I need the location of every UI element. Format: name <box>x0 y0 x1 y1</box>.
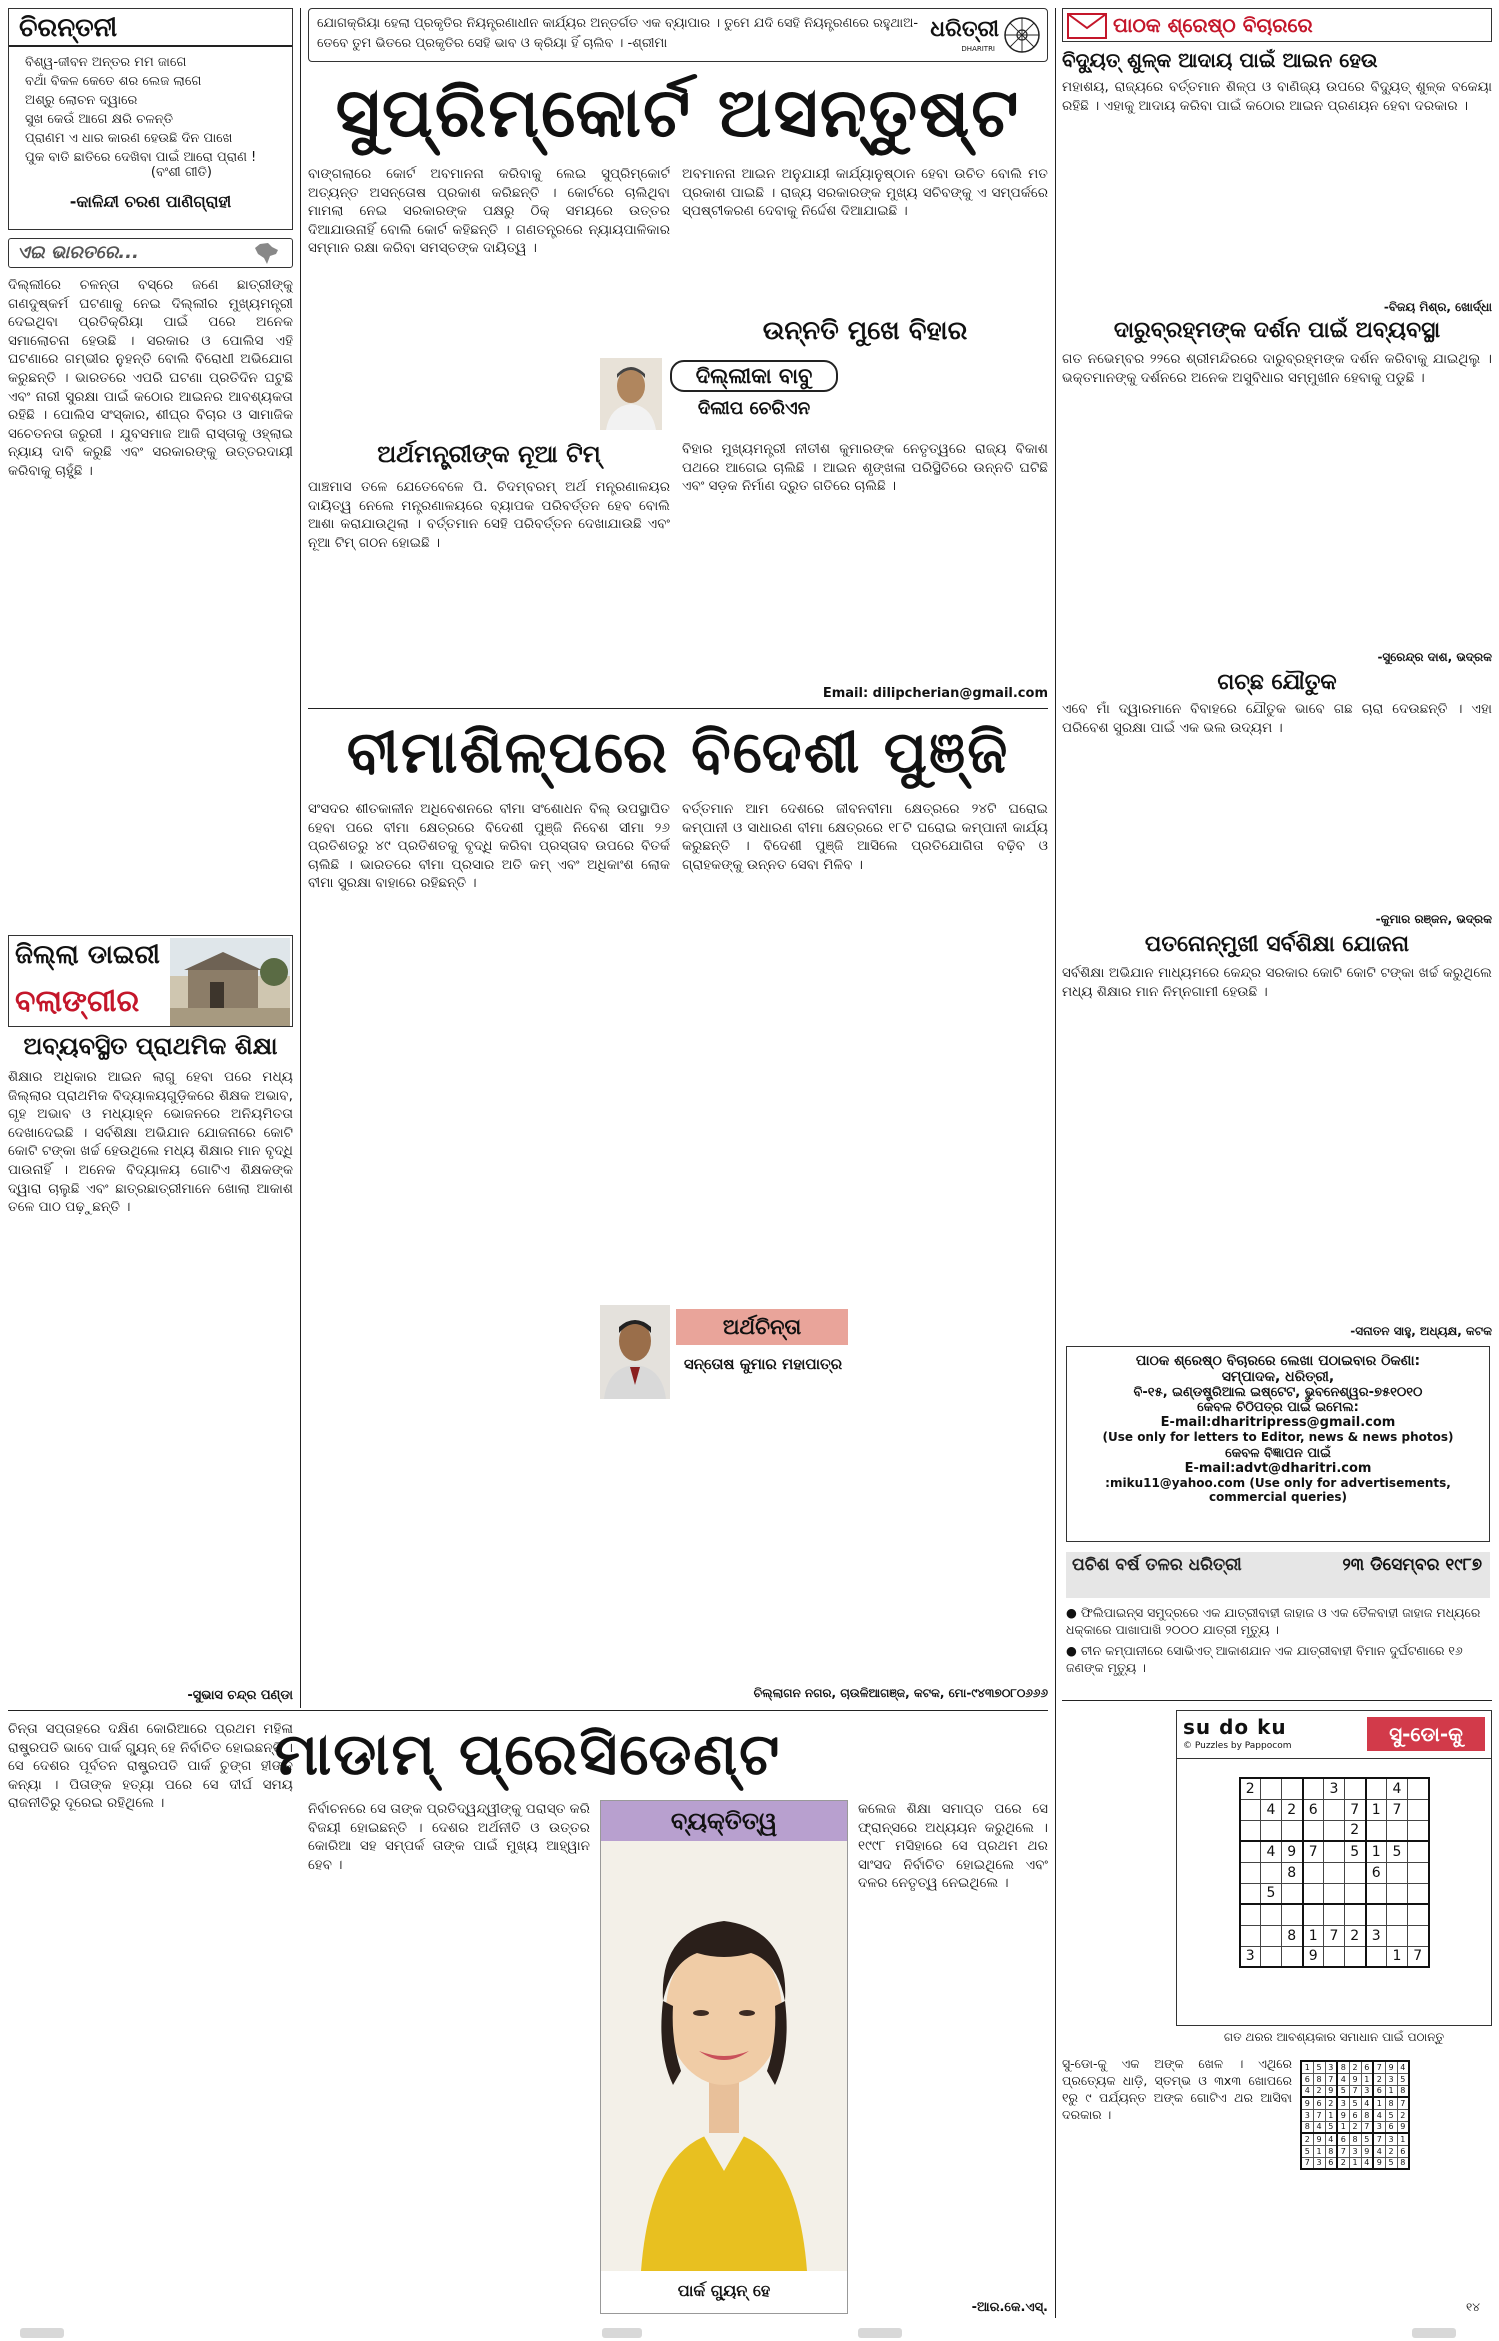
sudoku-solution-cell: 3 <box>1349 2145 1361 2157</box>
sudoku-cell[interactable]: 7 <box>1303 1841 1324 1862</box>
sudoku-solution-cell: 8 <box>1397 2085 1409 2097</box>
sudoku-cell[interactable]: 5 <box>1261 1883 1282 1904</box>
contact-title: ପାଠକ ଶ୍ରେଷ୍ଠ ବିଚାରରେ ଲେଖା ପଠାଇବାର ଠିକଣା: <box>1135 1353 1421 1369</box>
lead-text-col2: ଅବମାନନା ଆଇନ ଅନୁଯାୟୀ କାର୍ଯ୍ୟାନୁଷ୍ଠାନ ହେବା ଉଚିତ ବୋଲି ମତ ପ୍ରକାଶ ପାଇଛି । ରାଜ୍ୟ ସରକାରଙ୍କ ମୁଖ୍ୟ ସଚିବଙ୍କୁ ଏ ସମ୍ପର୍କରେ ସ୍ପଷ୍ଟୀକରଣ ଦେବାକୁ ନିର୍ଦ୍ଦେଶ ଦିଆଯାଇଛି । <box>682 166 1048 220</box>
chirantani-title: ଚିରନ୍ତନୀ <box>9 9 292 47</box>
masthead-quote-box <box>308 8 1048 62</box>
sudoku-cell[interactable] <box>1282 1904 1303 1925</box>
district-diary-label: ଜିଲ୍ଲା ଡାଇରୀ <box>15 940 160 970</box>
sudoku-solution-cell: 7 <box>1301 2157 1313 2169</box>
sudoku-cell[interactable] <box>1366 1883 1387 1904</box>
sudoku-solution-cell: 8 <box>1397 2157 1409 2169</box>
madam-caption: ପାର୍କ ଗ୍ୟୁନ୍ ହେ <box>677 2281 771 2300</box>
sudoku-caption: ଗତ ଥରର ଆବଶ୍ୟକାର ସମାଧାନ ପାଇଁ ପଠାନ୍ତୁ <box>1223 2030 1445 2044</box>
sudoku-cell[interactable]: 3 <box>1366 1925 1387 1946</box>
sudoku-cell[interactable]: 2 <box>1240 1778 1261 1799</box>
sudoku-solution-cell: 2 <box>1349 2121 1361 2133</box>
sudoku-solution-cell: 1 <box>1349 2157 1361 2169</box>
col-rule-2 <box>1055 8 1056 2318</box>
sudoku-row <box>1240 1904 1429 1925</box>
letter-4-byline: -ସନାତନ ସାହୁ, ଅଧ୍ୟକ୍ଷ, କଟକ <box>1350 1324 1492 1338</box>
bottom-scroll-bar <box>0 2322 1499 2341</box>
letter-4-headline: ପତନୋନ୍ମୁଖୀ ସର୍ବଶିକ୍ଷା ଯୋଜନା <box>1144 932 1410 957</box>
sudoku-row <box>1240 1862 1429 1883</box>
sudoku-cell[interactable] <box>1282 1820 1303 1841</box>
sudoku-cell[interactable] <box>1345 1946 1366 1967</box>
sudoku-row <box>1301 2061 1409 2073</box>
sudoku-row <box>1301 2109 1409 2121</box>
sudoku-row <box>1240 1946 1429 1967</box>
district-photo <box>170 938 290 1026</box>
sudoku-row <box>1301 2073 1409 2085</box>
sudoku-cell[interactable]: 1 <box>1303 1925 1324 1946</box>
letter-1-byline: -ବିଜୟ ମିଶ୍ର, ଖୋର୍ଦ୍ଧା <box>1383 300 1492 314</box>
sudoku-solution-cell: 3 <box>1337 2097 1349 2109</box>
sudoku-solution-cell: 2 <box>1349 2061 1361 2073</box>
india-map-icon <box>250 242 282 266</box>
sudoku-cell[interactable]: 5 <box>1345 1841 1366 1862</box>
bullet-icon: ● <box>1066 1605 1081 1620</box>
sudoku-cell[interactable]: 3 <box>1240 1946 1261 1967</box>
dilli-babu-columnist-box <box>600 358 840 430</box>
letter-1-headline: ବିଦ୍ୟୁତ୍ ଶୁଳ୍କ ଆଦାୟ ପାଇଁ ଆଇନ ହେଉ <box>1062 48 1378 72</box>
memory-item-1 <box>1066 1604 1490 1638</box>
sudoku-cell[interactable] <box>1240 1841 1261 1862</box>
memory-date: ୨୩ ଡିସେମ୍ବର ୧୯୮୭ <box>1342 1555 1482 1575</box>
rule-memory-bottom <box>1062 1700 1492 1701</box>
madam-text-col2: ନିର୍ବାଚନରେ ସେ ତାଙ୍କ ପ୍ରତିଦ୍ୱନ୍ଦ୍ୱୀଙ୍କୁ ପରାସ୍ତ କରି ବିଜୟୀ ହୋଇଛନ୍ତି । ଦେଶର ଅର୍ଥନୀତି ଓ ଉତ୍ତର କୋରିଆ ସହ ସମ୍ପର୍କ ତାଙ୍କ ପାଇଁ ମୁଖ୍ୟ ଆହ୍ୱାନ ହେବ । <box>308 1801 590 1873</box>
sudoku-cell[interactable] <box>1345 1904 1366 1925</box>
sudoku-solution-cell: 5 <box>1397 2073 1409 2085</box>
park-geun-hye-photo <box>601 1841 847 2271</box>
sudoku-solution-cell: 9 <box>1397 2121 1409 2133</box>
insurance-text-col1: ସଂସଦର ଶୀତକାଳୀନ ଅଧିବେଶନରେ ବୀମା ସଂଶୋଧନ ବିଲ୍ ଉପସ୍ଥାପିତ ହେବା ପରେ ବୀମା କ୍ଷେତ୍ରରେ ବିଦେଶୀ ପୁଞ୍ଜି ନିବେଶ ସୀମା ୨୬ ପ୍ରତିଶତରୁ ୪୯ ପ୍ରତିଶତକୁ ବୃଦ୍ଧି କରିବା ପ୍ରସ୍ତାବ ଉପରେ ବିତର୍କ ଚାଲିଛି । ଭାରତରେ ବୀମା ପ୍ରସାର ଅତି କମ୍ ଏବଂ ଅଧିକାଂଶ ଲୋକ ବୀମା ସୁରକ୍ଷା ବାହାରେ ରହିଛନ୍ତି । <box>308 801 670 892</box>
sudoku-cell[interactable] <box>1282 1946 1303 1967</box>
sudoku-cell[interactable]: 5 <box>1387 1841 1408 1862</box>
sudoku-solution-cell: 6 <box>1397 2145 1409 2157</box>
sudoku-solution-cell: 1 <box>1301 2061 1313 2073</box>
sudoku-cell[interactable] <box>1261 1778 1282 1799</box>
contact-email[interactable]: E-mail:dharitripress@gmail.com <box>1160 1415 1396 1430</box>
dilli-babu-text-1: ପାଞ୍ଚମାସ ତଳେ ଯେତେବେଳେ ପି. ଚିଦମ୍ବରମ୍ ଅର୍ଥ ମନ୍ତ୍ରଣାଳୟର ଦାୟିତ୍ୱ ନେଲେ ମନ୍ତ୍ରଣାଳୟରେ ବ୍ୟାପକ ପରିବର୍ତ୍ତନ ହେବ ବୋଲି ଆଶା କରାଯାଉଥିଲା । ବର୍ତ୍ତମାନ ସେହି ପରିବର୍ତ୍ତନ ଦେଖାଯାଉଛି ଏବଂ ନୂଆ ଟିମ୍ ଗଠନ ହୋଇଛି । <box>308 479 670 551</box>
col-rule-1 <box>300 8 301 1708</box>
sudoku-solution-cell: 3 <box>1325 2061 1337 2073</box>
sudoku-solution-cell: 4 <box>1313 2121 1325 2133</box>
letter-2-byline: -ସୁରେନ୍ଦ୍ର ଦାଶ, ଭଦ୍ରକ <box>1377 650 1492 664</box>
sudoku-solution-cell: 5 <box>1385 2157 1397 2169</box>
sudoku-brand-od: ସୁ-ଡୋ-କୁ <box>1367 1717 1485 1751</box>
sudoku-cell[interactable] <box>1261 1946 1282 1967</box>
sudoku-cell[interactable] <box>1345 1862 1366 1883</box>
sudoku-solution-cell: 7 <box>1325 2073 1337 2085</box>
sudoku-solution-cell: 2 <box>1373 2073 1385 2085</box>
madam-headline: ମାଡାମ୍ ପ୍ରେସିଡେଣ୍ଟ <box>274 1720 782 1788</box>
letter-1-text: ମହାଶୟ, ରାଜ୍ୟରେ ବର୍ତ୍ତମାନ ଶିଳ୍ପ ଓ ବାଣିଜ୍ୟ ଉପରେ ବିଦ୍ୟୁତ୍ ଶୁଳ୍କ ବକେୟା ରହିଛି । ଏହାକୁ ଆଦାୟ କରିବା ପାଇଁ କଠୋର ଆଇନ ପ୍ରଣୟନ ହେବା ଦରକାର । <box>1062 79 1492 114</box>
dilli-babu-text-2: ବିହାର ମୁଖ୍ୟମନ୍ତ୍ରୀ ନୀତୀଶ କୁମାରଙ୍କ ନେତୃତ୍ୱରେ ରାଜ୍ୟ ବିକାଶ ପଥରେ ଆଗେଇ ଚାଲିଛି । ଆଇନ ଶୃଙ୍ଖଳା ପରିସ୍ଥିତିରେ ଉନ୍ନତି ଘଟିଛି ଏବଂ ସଡ଼କ ନିର୍ମାଣ ଦ୍ରୁତ ଗତିରେ ଚାଲିଛି । <box>682 441 1048 495</box>
sudoku-solution-cell: 5 <box>1361 2133 1373 2145</box>
sudoku-row <box>1240 1841 1429 1862</box>
sudoku-solution-cell: 4 <box>1397 2061 1409 2073</box>
sudoku-cell[interactable] <box>1282 1883 1303 1904</box>
sudoku-solution-cell: 4 <box>1361 2157 1373 2169</box>
page-number: ୧୪ <box>1466 2300 1480 2314</box>
contact-adv-email[interactable]: E-mail:advt@dharitri.com <box>1184 1461 1372 1476</box>
sudoku-solution-cell: 8 <box>1385 2097 1397 2109</box>
sudoku-cell[interactable] <box>1387 1862 1408 1883</box>
sudoku-solution-cell: 7 <box>1313 2109 1325 2121</box>
sudoku-row <box>1240 1925 1429 1946</box>
dilli-babu-subhead-1: ଅର୍ଥମନ୍ତ୍ରୀଙ୍କ ନୂଆ ଟିମ୍ <box>377 440 601 468</box>
contact-line-2: ବି-୧୫, ଇଣ୍ଡଷ୍ଟ୍ରିଆଲ ଇଷ୍ଟେଟ, ଭୁବନେଶ୍ୱର-୭୫୧୦୧୦ <box>1133 1385 1423 1400</box>
letters-header <box>1062 8 1492 42</box>
letter-3-headline: ଗଚ୍ଛ ଯୌତୁକ <box>1217 670 1337 695</box>
sudoku-solution-cell: 7 <box>1397 2097 1409 2109</box>
insurance-label: ଅର୍ଥଚିନ୍ତା <box>676 1309 848 1345</box>
sudoku-solution-cell: 4 <box>1301 2085 1313 2097</box>
sudoku-grid[interactable] <box>1239 1777 1430 1968</box>
sudoku-solution-cell: 5 <box>1301 2145 1313 2157</box>
sudoku-solution-cell: 6 <box>1313 2097 1325 2109</box>
sudoku-solution-cell: 1 <box>1337 2121 1349 2133</box>
sudoku-solution-cell: 9 <box>1301 2097 1313 2109</box>
eh-bharat-header <box>8 238 293 268</box>
sudoku-cell[interactable] <box>1324 1946 1345 1967</box>
insurance-columnist-photo <box>600 1305 670 1399</box>
memory-item-2-text: ଚୀନ କମ୍ପାନୀରେ ସୋଭିଏତ୍ ଆକାଶଯାନ ଏକ ଯାତ୍ରୀବାହୀ ବିମାନ ଦୁର୍ଘଟଣାରେ ୧୬ ଜଣଙ୍କ ମୃତ୍ୟୁ । <box>1066 1643 1463 1675</box>
sudoku-cell[interactable] <box>1324 1841 1345 1862</box>
sudoku-solution-cell: 7 <box>1337 2145 1349 2157</box>
letter-4-text: ସର୍ବଶିକ୍ଷା ଅଭିଯାନ ମାଧ୍ୟମରେ କେନ୍ଦ୍ର ସରକାର କୋଟି କୋଟି ଟଙ୍କା ଖର୍ଚ୍ଚ କରୁଥିଲେ ମଧ୍ୟ ଶିକ୍ଷାର ମାନ ନିମ୍ନଗାମୀ ହେଉଛି । <box>1062 965 1492 1000</box>
sudoku-solution-cell: 9 <box>1361 2145 1373 2157</box>
sudoku-cell[interactable] <box>1408 1799 1429 1820</box>
sudoku-row <box>1301 2145 1409 2157</box>
sudoku-solution-cell: 6 <box>1385 2121 1397 2133</box>
sudoku-cell[interactable] <box>1324 1820 1345 1841</box>
contact-email-note: (Use only for letters to Editor, news & news photos) <box>1102 1430 1454 1444</box>
sudoku-cell[interactable] <box>1408 1925 1429 1946</box>
sudoku-cell[interactable]: 2 <box>1345 1925 1366 1946</box>
dilli-babu-email: Email: dilipcherian@gmail.com <box>822 686 1048 701</box>
sudoku-solution-cell: 3 <box>1313 2157 1325 2169</box>
sudoku-cell[interactable] <box>1366 1904 1387 1925</box>
letter-3-text: ଏବେ ମାଁ ଦ୍ୱାରମାନେ ବିବାହରେ ଯୌତୁକ ଭାବେ ଗଛ ଚାରା ଦେଉଛନ୍ତି । ଏହା ପରିବେଶ ସୁରକ୍ଷା ପାଇଁ ଏକ ଭଲ ଉଦ୍ୟମ । <box>1062 701 1492 736</box>
sudoku-by: © Puzzles by Pappocom <box>1183 1741 1292 1751</box>
sudoku-cell[interactable] <box>1303 1820 1324 1841</box>
insurance-address: ଚିଲ୍ଲାଗନ ନଗର, ଚାଉଳିଆଗଞ୍ଜ, କଟକ, ମୋ-୯୪୩୭୦୮୦୬୬୬ <box>753 1686 1048 1700</box>
sudoku-solution-cell: 7 <box>1373 2061 1385 2073</box>
envelope-icon <box>1067 13 1107 39</box>
sudoku-cell[interactable] <box>1303 1904 1324 1925</box>
sudoku-cell[interactable] <box>1282 1778 1303 1799</box>
sudoku-row <box>1301 2121 1409 2133</box>
sudoku-solution-cell: 1 <box>1313 2145 1325 2157</box>
sudoku-row <box>1301 2097 1409 2109</box>
sudoku-cell[interactable] <box>1240 1904 1261 1925</box>
sudoku-solution-cell: 2 <box>1397 2109 1409 2121</box>
sudoku-solution-cell: 4 <box>1337 2073 1349 2085</box>
sudoku-cell[interactable] <box>1303 1778 1324 1799</box>
madam-byline: -ଆର.କେ.ଏସ୍. <box>971 2300 1048 2315</box>
sudoku-cell[interactable]: 4 <box>1387 1778 1408 1799</box>
sudoku-solution-cell: 5 <box>1337 2085 1349 2097</box>
sudoku-cell[interactable] <box>1303 1862 1324 1883</box>
memory-header <box>1066 1552 1490 1598</box>
eh-bharat-text: ଦିଲ୍ଲୀରେ ଚଳନ୍ତା ବସ୍‌ରେ ଜଣେ ଛାତ୍ରୀଙ୍କୁ ଗଣଦୁଷ୍କର୍ମ ଘଟଣାକୁ ନେଇ ଦିଲ୍ଲୀର ମୁଖ୍ୟମନ୍ତ୍ରୀ ଦେଇଥିବା ପ୍ରତିକ୍ରିୟା ପାଇଁ ପରେ ଅନେକ ସମାଲୋଚନା ହେଉଛି । ସରକାର ଓ ପୋଲିସ ଏହି ଘଟଣାରେ ଗମ୍ଭୀର ନୁହନ୍ତି ବୋଲି ବିରୋଧୀ ଅଭିଯୋଗ କରୁଛନ୍ତି । ଭାରତରେ ଏପରି ଘଟଣା ପ୍ରତିଦିନ ଘଟୁଛି ଏବଂ ନାରୀ ସୁରକ୍ଷା ପାଇଁ କଠୋର ଆଇନର ଆବଶ୍ୟକତା ରହିଛି । ପୋଲିସ ସଂସ୍କାର, ଶୀଘ୍ର ବିଚାର ଓ ସାମାଜିକ ସଚେତନତା ଜରୁରୀ । ଯୁବସମାଜ ଆଜି ରାସ୍ତାକୁ ଓହ୍ଲାଇ ନ୍ୟାୟ ଦାବି କରୁଛି ଏବଂ ସରକାରଙ୍କୁ ଉତ୍ତରଦାୟୀ କରିବାକୁ ଚାହୁଁଛି । <box>8 277 293 479</box>
dilli-babu-subhead-2: ଉନ୍ନତି ମୁଖେ ବିହାର <box>762 316 968 346</box>
sudoku-solution-cell: 8 <box>1349 2133 1361 2145</box>
sudoku-solution-cell: 8 <box>1301 2121 1313 2133</box>
sudoku-solution-cell: 3 <box>1373 2121 1385 2133</box>
sudoku-solution-cell: 6 <box>1361 2061 1373 2073</box>
sudoku-row <box>1240 1883 1429 1904</box>
sudoku-cell[interactable]: 6 <box>1366 1862 1387 1883</box>
sudoku-cell[interactable] <box>1261 1820 1282 1841</box>
sudoku-cell[interactable] <box>1387 1904 1408 1925</box>
masthead-quote: ଯୋଗକ୍ରିୟା ହେଲା ପ୍ରକୃତିର ନିୟନ୍ତ୍ରଣାଧୀନ କାର୍ଯ୍ୟର ଅନ୍ତର୍ଗତ ଏକ ବ୍ୟାପାର । ତୁମେ ଯଦି ସେହି ନିୟନ୍ତ୍ରଣରେ ରହୁଥାଅ- ତେବେ ତୁମ ଭିତରେ ପ୍ରକୃତିର ସେହି ଭାବ ଓ କ୍ରିୟା ହିଁ ଚାଲିବ । -ଶ୍ରୀମା <box>317 16 919 51</box>
sudoku-solution-cell: 5 <box>1313 2061 1325 2073</box>
letter-3-byline: -କୁମାର ରଞ୍ଜନ, ଭଦ୍ରକ <box>1375 912 1492 926</box>
sudoku-cell[interactable] <box>1345 1883 1366 1904</box>
sudoku-cell[interactable]: 7 <box>1387 1799 1408 1820</box>
sudoku-solution-cell: 9 <box>1385 2061 1397 2073</box>
sudoku-cell[interactable] <box>1240 1883 1261 1904</box>
lead-text-col1: ବାଙ୍ଗଲାରେ କୋର୍ଟ ଅବମାନନା କରିବାକୁ ଲେଇ ସୁପ୍ରିମ୍‌କୋର୍ଟ ଅତ୍ୟନ୍ତ ଅସନ୍ତୋଷ ପ୍ରକାଶ କରିଛନ୍ତି । କୋର୍ଟରେ ଚାଲିଥିବା ମାମଲା ନେଇ ସରକାରଙ୍କ ପକ୍ଷରୁ ଠିକ୍ ସମୟରେ ଉତ୍ତର ଦିଆଯାଉନାହିଁ ବୋଲି କୋର୍ଟ କହିଛନ୍ତି । ଗଣତନ୍ତ୍ରରେ ନ୍ୟାୟପାଳିକାର ସମ୍ମାନ ରକ୍ଷା କରିବା ସମସ୍ତଙ୍କ ଦାୟିତ୍ୱ । <box>308 166 670 257</box>
sudoku-solution-cell: 6 <box>1325 2157 1337 2169</box>
district-diary-headline: ଅବ୍ୟବସ୍ଥିତ ପ୍ରାଥମିକ ଶିକ୍ଷା <box>23 1032 278 1060</box>
madam-text-col3: କଲେଜ ଶିକ୍ଷା ସମାପ୍ତ ପରେ ସେ ଫ୍ରାନ୍ସରେ ଅଧ୍ୟୟନ କରୁଥିଲେ । ୧୯୯୮ ମସିହାରେ ସେ ପ୍ରଥମ ଥର ସାଂସଦ ନିର୍ବାଚିତ ହୋଇଥିଲେ ଏବଂ ଦଳର ନେତୃତ୍ୱ ନେଇଥିଲେ । <box>858 1801 1048 1892</box>
sudoku-cell[interactable] <box>1408 1820 1429 1841</box>
sudoku-cell[interactable]: 9 <box>1303 1946 1324 1967</box>
bottom-bar-segment <box>1412 2328 1456 2338</box>
sudoku-cell[interactable] <box>1240 1820 1261 1841</box>
madam-label: ବ୍ୟକ୍ତିତ୍ୱ <box>601 1801 847 1841</box>
sudoku-cell[interactable] <box>1387 1925 1408 1946</box>
paper-logo: ଧରିତ୍ରୀ <box>930 17 999 42</box>
insurance-text-col2: ବର୍ତ୍ତମାନ ଆମ ଦେଶରେ ଜୀବନବୀମା କ୍ଷେତ୍ରରେ ୨୪ଟି ଘରୋଇ କମ୍ପାନୀ ଓ ସାଧାରଣ ବୀମା କ୍ଷେତ୍ରରେ ୧୮ଟି ଘରୋଇ କମ୍ପାନୀ କାର୍ଯ୍ୟ କରୁଛନ୍ତି । ବିଦେଶୀ ପୁଞ୍ଜି ଆସିଲେ ପ୍ରତିଯୋଗିତା ବଢ଼ିବ ଓ ଗ୍ରାହକଙ୍କୁ ଉନ୍ନତ ସେବା ମିଳିବ । <box>682 801 1048 873</box>
paper-logo-sub: DHARITRI <box>961 45 995 53</box>
sudoku-cell[interactable] <box>1324 1799 1345 1820</box>
sudoku-cell[interactable] <box>1240 1862 1261 1883</box>
chirantani-author: -କାଳିନ୍ଦୀ ଚରଣ ପାଣିଗ୍ରାହୀ <box>69 192 232 211</box>
sudoku-cell[interactable]: 4 <box>1261 1799 1282 1820</box>
sudoku-solution-cell: 2 <box>1313 2085 1325 2097</box>
sudoku-cell[interactable]: 9 <box>1282 1841 1303 1862</box>
madam-photo-box <box>600 1800 848 2314</box>
sudoku-solution-cell: 9 <box>1373 2157 1385 2169</box>
letter-2-headline: ଦାରୁବ୍ରହ୍ମଙ୍କ ଦର୍ଶନ ପାଇଁ ଅବ୍ୟବସ୍ଥା <box>1113 318 1441 343</box>
sudoku-solution-cell: 9 <box>1325 2085 1337 2097</box>
memory-item-2 <box>1066 1642 1490 1676</box>
bottom-bar-segment <box>602 2328 642 2338</box>
sudoku-solution-cell: 7 <box>1361 2121 1373 2133</box>
sudoku-cell[interactable]: 7 <box>1408 1946 1429 1967</box>
bottom-bar-segment <box>20 2328 64 2338</box>
sudoku-solution-cell: 4 <box>1361 2097 1373 2109</box>
sudoku-cell[interactable] <box>1408 1904 1429 1925</box>
dilli-babu-author: ଦିଲୀପ ଚେରିଏନ <box>697 398 811 419</box>
sudoku-cell[interactable] <box>1303 1883 1324 1904</box>
sudoku-solution-cell: 3 <box>1361 2085 1373 2097</box>
letter-2-text: ଗତ ନଭେମ୍ବର ୨୨ରେ ଶ୍ରୀମନ୍ଦିରରେ ଦାରୁବ୍ରହ୍ମଙ୍କ ଦର୍ଶନ କରିବାକୁ ଯାଇଥିଲୁ । ଭକ୍ତମାନଙ୍କୁ ଦର୍ଶନରେ ଅନେକ ଅସୁବିଧାର ସମ୍ମୁଖୀନ ହେବାକୁ ପଡୁଛି । <box>1062 351 1492 386</box>
letters-title: ପାଠକ ଶ୍ରେଷ୍ଠ ବିଚାରରେ <box>1113 13 1313 37</box>
sudoku-solution-cell: 8 <box>1361 2109 1373 2121</box>
sudoku-row <box>1301 2157 1409 2169</box>
sudoku-row <box>1240 1820 1429 1841</box>
sudoku-cell[interactable] <box>1345 1778 1366 1799</box>
sudoku-cell[interactable]: 4 <box>1261 1841 1282 1862</box>
sudoku-cell[interactable] <box>1261 1862 1282 1883</box>
dilli-babu-columnist-photo <box>600 358 662 430</box>
sudoku-brand-en: su do ku <box>1183 1715 1287 1739</box>
sudoku-solution-cell: 2 <box>1325 2097 1337 2109</box>
sudoku-row <box>1301 2133 1409 2145</box>
sudoku-row <box>1240 1778 1429 1799</box>
sudoku-solution-cell: 1 <box>1397 2133 1409 2145</box>
sudoku-cell[interactable]: 1 <box>1366 1841 1387 1862</box>
sudoku-solution-cell: 9 <box>1349 2073 1361 2085</box>
sudoku-solution-cell: 4 <box>1325 2133 1337 2145</box>
sudoku-solution-cell: 2 <box>1301 2133 1313 2145</box>
sudoku-cell[interactable]: 2 <box>1282 1799 1303 1820</box>
contact-box <box>1066 1346 1490 1542</box>
chirantani-box <box>8 8 293 230</box>
sudoku-cell[interactable] <box>1408 1883 1429 1904</box>
sudoku-solution-cell: 2 <box>1337 2157 1349 2169</box>
sudoku-solution-cell: 6 <box>1301 2073 1313 2085</box>
sudoku-cell[interactable]: 2 <box>1345 1820 1366 1841</box>
sudoku-cell[interactable] <box>1324 1883 1345 1904</box>
sudoku-cell[interactable]: 8 <box>1282 1862 1303 1883</box>
sudoku-solution-cell: 3 <box>1385 2133 1397 2145</box>
sudoku-solution-cell: 4 <box>1373 2109 1385 2121</box>
sudoku-cell[interactable]: 7 <box>1345 1799 1366 1820</box>
sudoku-cell[interactable]: 1 <box>1387 1946 1408 1967</box>
sudoku-solution-cell: 6 <box>1337 2133 1349 2145</box>
contact-line-1: ସମ୍ପାଦକ, ଧରିତ୍ରୀ, <box>1221 1369 1335 1385</box>
sudoku-cell[interactable] <box>1261 1925 1282 1946</box>
sudoku-solution-grid <box>1300 2060 1410 2170</box>
sudoku-solution-cell: 9 <box>1313 2133 1325 2145</box>
sudoku-cell[interactable] <box>1366 1820 1387 1841</box>
memory-item-1-text: ଫିଲିପାଇନ୍ସ ସମୁଦ୍ରରେ ଏକ ଯାତ୍ରୀବାହୀ ଜାହାଜ ଓ ଏକ ତୈଳବାହୀ ଜାହାଜ ମଧ୍ୟରେ ଧକ୍କାରେ ପାଖାପାଖି ୨୦୦୦ ଯାତ୍ରୀ ମୃତ୍ୟୁ । <box>1066 1605 1481 1637</box>
district-diary-header <box>8 935 293 1027</box>
sudoku-solution-cell: 8 <box>1313 2073 1325 2085</box>
insurance-headline: ବୀମାଶିଳ୍ପରେ ବିଦେଶୀ ପୁଞ୍ଜି <box>346 718 1010 786</box>
sudoku-cell[interactable] <box>1408 1862 1429 1883</box>
insurance-columnist-box <box>600 1305 850 1399</box>
contact-email-label: କେବଳ ଚିଠିପତ୍ର ପାଇଁ ଇମେଲ: <box>1197 1400 1359 1415</box>
chirantani-source: (ବଂଶୀ ଗୀତି) <box>150 165 212 180</box>
sudoku-cell[interactable] <box>1387 1820 1408 1841</box>
district-diary-text: ଶିକ୍ଷାର ଅଧିକାର ଆଇନ ଲାଗୁ ହେବା ପରେ ମଧ୍ୟ ଜିଲ୍ଲାର ପ୍ରାଥମିକ ବିଦ୍ୟାଳୟଗୁଡ଼ିକରେ ଶିକ୍ଷକ ଅଭାବ, ଗୃହ ଅଭାବ ଓ ମଧ୍ୟାହ୍ନ ଭୋଜନରେ ଅନିୟମିତତା ଦେଖାଦେଇଛି । ସର୍ବଶିକ୍ଷା ଅଭିଯାନ ଯୋଜନାରେ କୋଟି କୋଟି ଟଙ୍କା ଖର୍ଚ୍ଚ ହେଉଥିଲେ ମଧ୍ୟ ଶିକ୍ଷାର ମାନ ବୃଦ୍ଧି ପାଉନାହିଁ । ଅନେକ ବିଦ୍ୟାଳୟ ଗୋଟିଏ ଶିକ୍ଷକଙ୍କ ଦ୍ୱାରା ଚାଲୁଛି ଏବଂ ଛାତ୍ରଛାତ୍ରୀମାନେ ଖୋଲା ଆକାଶ ତଳେ ପାଠ ପଢ଼ୁଛନ୍ତି । <box>8 1069 293 1216</box>
sudoku-solution-cell: 2 <box>1385 2145 1397 2157</box>
dilli-babu-title: ଦିଲ୍ଲୀକା ବାବୁ <box>670 360 838 392</box>
sudoku-cell[interactable]: 8 <box>1282 1925 1303 1946</box>
sudoku-cell[interactable] <box>1387 1883 1408 1904</box>
sudoku-cell[interactable]: 3 <box>1324 1778 1345 1799</box>
sudoku-brand <box>1177 1711 1491 1759</box>
district-diary-byline: -ସୁଭାସ ଚନ୍ଦ୍ର ପଣ୍ଡା <box>187 1688 293 1703</box>
contact-adv-email-2[interactable]: :miku11@yahoo.com (Use only for advertisements, commercial queries) <box>1105 1476 1451 1504</box>
sudoku-solution-cell: 1 <box>1325 2109 1337 2121</box>
sudoku-cell[interactable] <box>1324 1904 1345 1925</box>
sudoku-solution-cell: 6 <box>1373 2085 1385 2097</box>
insurance-author: ସନ୍ତୋଷ କୁମାର ମହାପାତ୍ର <box>683 1355 843 1373</box>
sudoku-box <box>1176 1710 1492 2026</box>
sudoku-solution-cell: 7 <box>1349 2085 1361 2097</box>
lead-headline: ସୁପ୍ରିମ୍‌କୋର୍ଟ ଅସନ୍ତୁଷ୍ଟ <box>335 74 1021 153</box>
district-name: ବଲାଙ୍ଗୀର <box>15 984 140 1019</box>
rule-upper-section-bottom <box>8 1710 1048 1711</box>
sudoku-cell[interactable]: 7 <box>1324 1925 1345 1946</box>
sudoku-solution-cell: 8 <box>1325 2145 1337 2157</box>
chirantani-poem: ବିଶ୍ୱ-ଜୀବନ ଅନ୍ତର ମମ ଜାଗେ ବଥାଁ ବିକଳ କେତେ ଶର ଲେଜ ଲାଗେ ଅଶ୍ରୁ ଲୋଚନ ଦ୍ୱାରେ ସୁଖ କେଉଁ ଆଗେ କ୍ଷରି ଚଳନ୍ତି ପ୍ରାଣମ ଏ ଧାର କାରଣ ହେଉଛି ଦିନ ପାଖେ ପୁକ ବାତି ଛାତିରେ ଦେଖିବା ପାଇଁ ଆରୋ ପ୍ରାଣ ! <box>25 55 257 165</box>
eh-bharat-title: ଏଇ ଭାରତରେ... <box>17 242 139 263</box>
sudoku-solution-cell: 3 <box>1301 2109 1313 2121</box>
sudoku-solution-cell: 6 <box>1349 2109 1361 2121</box>
sudoku-solution-cell: 1 <box>1361 2073 1373 2085</box>
rule-lead-bottom <box>308 708 1048 709</box>
sudoku-solution-cell: 1 <box>1373 2097 1385 2109</box>
sudoku-solution-cell: 1 <box>1385 2085 1397 2097</box>
sudoku-solution-cell: 5 <box>1349 2097 1361 2109</box>
memory-label: ପଚିଶ ବର୍ଷ ତଳର ଧରିତ୍ରୀ <box>1072 1555 1242 1575</box>
sudoku-cell[interactable] <box>1261 1904 1282 1925</box>
sudoku-cell[interactable] <box>1240 1799 1261 1820</box>
sudoku-cell[interactable] <box>1366 1778 1387 1799</box>
sudoku-instructions: ସୁ-ଡୋ-କୁ ଏକ ଅଙ୍କ ଖେଳ । ଏଥିରେ ପ୍ରତ୍ୟେକ ଧାଡ଼ି, ସ୍ତମ୍ଭ ଓ ୩x୩ ଖୋପରେ ୧ରୁ ୯ ପର୍ଯ୍ୟନ୍ତ ଅଙ୍କ ଗୋଟିଏ ଥର ଆସିବା ଦରକାର । <box>1062 2056 1292 2122</box>
madam-text-col1: ଚିନ୍ତା ସପ୍ତାହରେ ଦକ୍ଷିଣ କୋରିଆରେ ପ୍ରଥମ ମହିଳା ରାଷ୍ଟ୍ରପତି ଭାବେ ପାର୍କ ଗ୍ୟୁନ୍ ହେ ନିର୍ବାଚିତ ହୋଇଛନ୍ତି । ସେ ଦେଶର ପୂର୍ବତନ ରାଷ୍ଟ୍ରପତି ପାର୍କ ଚୁଙ୍ଗ ହୀଙ୍କ କନ୍ୟା । ପିତାଙ୍କ ହତ୍ୟା ପରେ ସେ ଦୀର୍ଘ ସମୟ ରାଜନୀତିରୁ ଦୂରେଇ ରହିଥିଲେ । <box>8 1721 293 1812</box>
sudoku-cell[interactable]: 6 <box>1303 1799 1324 1820</box>
chakra-icon <box>1003 16 1041 54</box>
bullet-icon: ● <box>1066 1643 1081 1658</box>
sudoku-cell[interactable] <box>1324 1862 1345 1883</box>
sudoku-solution-cell: 3 <box>1385 2073 1397 2085</box>
sudoku-solution-cell: 8 <box>1337 2061 1349 2073</box>
sudoku-solution-cell: 7 <box>1373 2133 1385 2145</box>
sudoku-solution-cell: 4 <box>1373 2145 1385 2157</box>
sudoku-cell[interactable] <box>1240 1925 1261 1946</box>
sudoku-cell[interactable] <box>1366 1946 1387 1967</box>
sudoku-row <box>1240 1799 1429 1820</box>
sudoku-solution-cell: 9 <box>1337 2109 1349 2121</box>
contact-adv-label: କେବଳ ବିଜ୍ଞାପନ ପାଇଁ <box>1225 1446 1331 1461</box>
sudoku-cell[interactable] <box>1408 1778 1429 1799</box>
sudoku-cell[interactable]: 1 <box>1366 1799 1387 1820</box>
sudoku-solution-cell: 5 <box>1385 2109 1397 2121</box>
sudoku-solution-cell: 5 <box>1325 2121 1337 2133</box>
sudoku-cell[interactable] <box>1408 1841 1429 1862</box>
sudoku-row <box>1301 2085 1409 2097</box>
bottom-bar-segment <box>858 2328 902 2338</box>
